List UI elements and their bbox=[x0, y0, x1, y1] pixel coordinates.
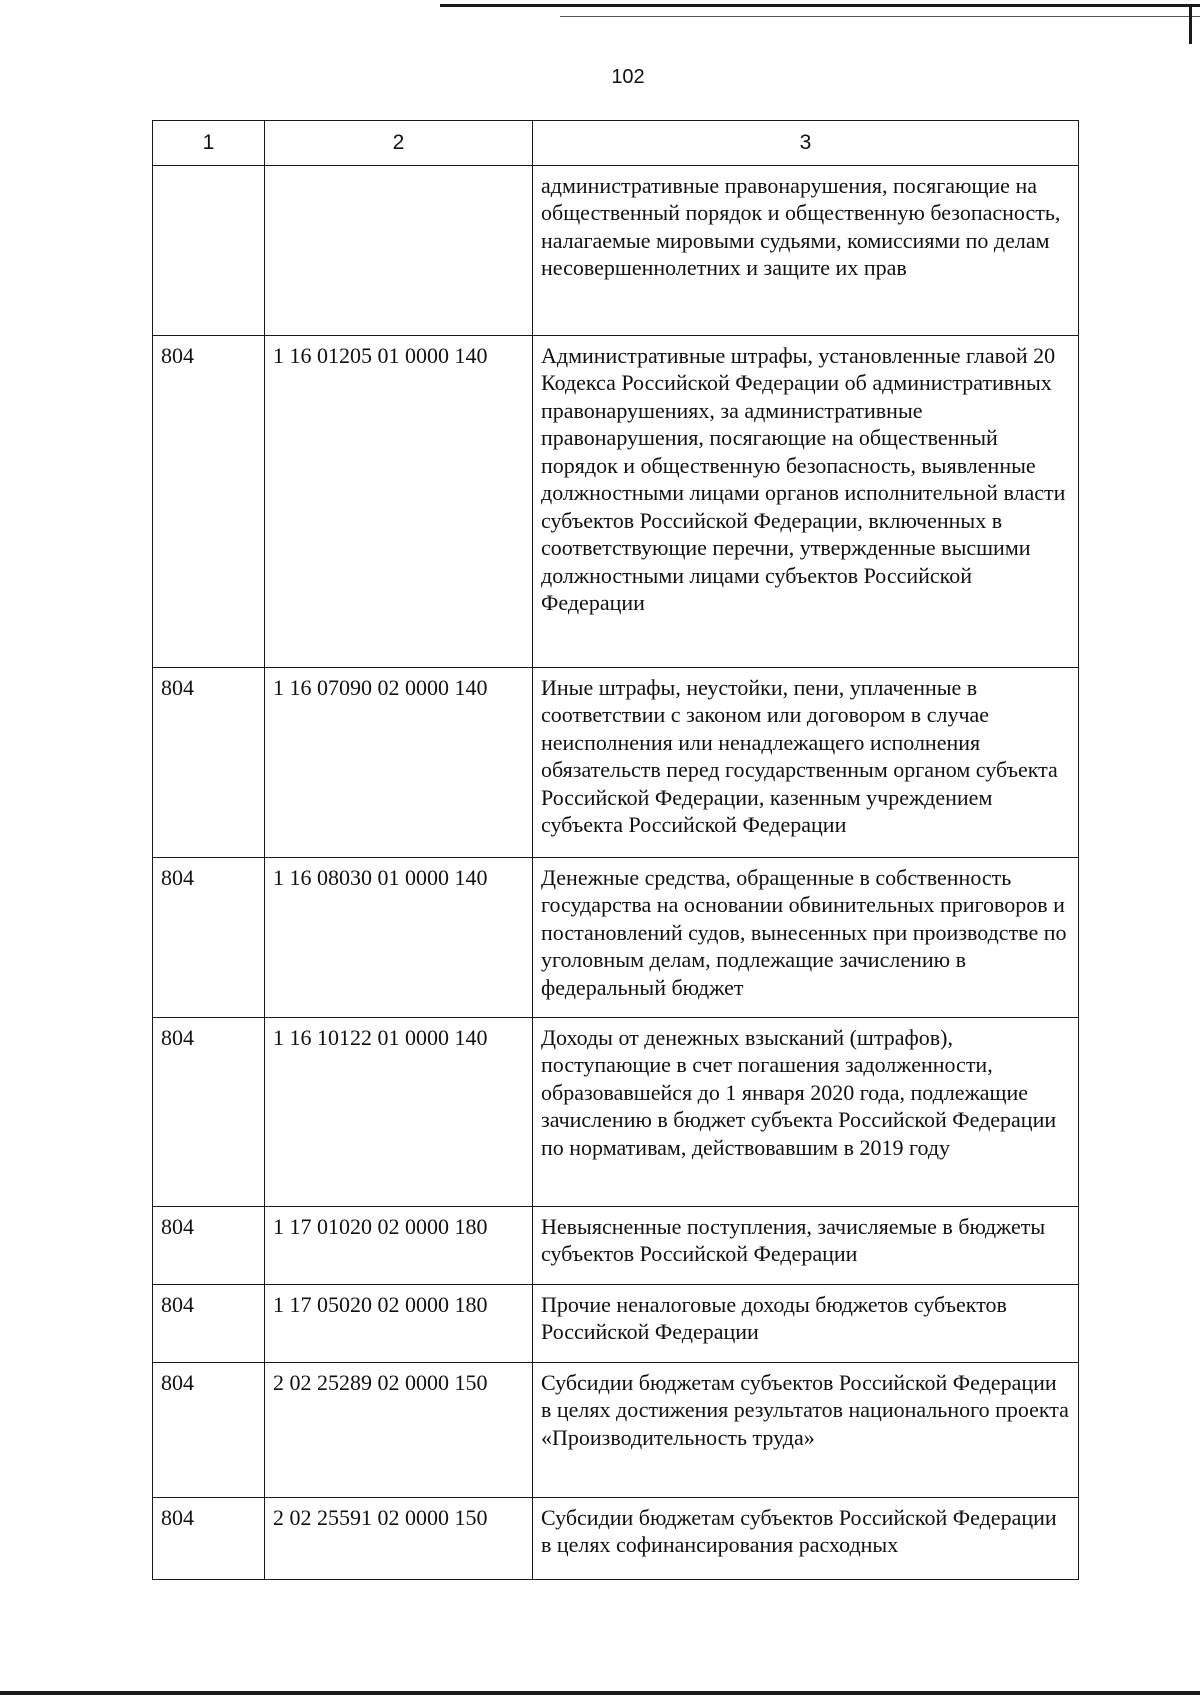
description-cell: Денежные средства, обращенные в собственность государства на основании обвинительных приговоров и постановлений судов, вынесенных при производстве по уголовным делам, подлежащие зачислению в федеральный бюджет bbox=[533, 857, 1079, 1017]
table-row bbox=[153, 165, 1079, 335]
description-cell: Прочие неналоговые доходы бюджетов субъектов Российской Федерации bbox=[533, 1284, 1079, 1362]
description-cell: Субсидии бюджетам субъектов Российской Федерации в целях достижения результатов национального проекта «Производительность труда» bbox=[533, 1362, 1079, 1497]
admin-code-cell: 804 bbox=[153, 1284, 265, 1362]
scan-edge-line bbox=[560, 16, 1200, 17]
description-cell: Субсидии бюджетам субъектов Российской Федерации в целях софинансирования расходных bbox=[533, 1497, 1079, 1579]
table-row bbox=[153, 667, 1079, 857]
admin-code-cell: 804 bbox=[153, 857, 265, 1017]
scan-edge-line bbox=[1189, 4, 1192, 44]
budget-codes-table bbox=[152, 120, 1079, 1580]
admin-code-cell bbox=[153, 165, 265, 335]
table-row bbox=[153, 1017, 1079, 1206]
budget-code-cell: 1 16 07090 02 0000 140 bbox=[265, 667, 533, 857]
table-row bbox=[153, 335, 1079, 667]
description-cell: административные правонарушения, посягающие на общественный порядок и общественную безопасность, налагаемые мировыми судьями, комиссиями по делам несовершеннолетних и защите их прав bbox=[533, 165, 1079, 335]
description-cell: Административные штрафы, установленные главой 20 Кодекса Российской Федерации об административных правонарушениях, за административные правонарушения, посягающие на общественный порядок и общественную безопасность, выявленные должностными лицами органов исполнительной власти субъектов Российской Федерации, включенных в соответствующие перечни, утвержденные высшими должностными лицами субъектов Российской Федерации bbox=[533, 335, 1079, 667]
column-header: 1 bbox=[153, 121, 265, 166]
table-row bbox=[153, 1284, 1079, 1362]
scan-edge-line bbox=[0, 1691, 1200, 1695]
budget-code-cell: 2 02 25289 02 0000 150 bbox=[265, 1362, 533, 1497]
scan-edge-line bbox=[440, 4, 1200, 7]
table-row bbox=[153, 857, 1079, 1017]
admin-code-cell: 804 bbox=[153, 1017, 265, 1206]
admin-code-cell: 804 bbox=[153, 667, 265, 857]
table-row bbox=[153, 1497, 1079, 1579]
budget-code-cell: 1 16 10122 01 0000 140 bbox=[265, 1017, 533, 1206]
budget-code-cell: 1 17 05020 02 0000 180 bbox=[265, 1284, 533, 1362]
column-header: 2 bbox=[265, 121, 533, 166]
admin-code-cell: 804 bbox=[153, 1206, 265, 1284]
table-row bbox=[153, 1206, 1079, 1284]
description-cell: Невыясненные поступления, зачисляемые в бюджеты субъектов Российской Федерации bbox=[533, 1206, 1079, 1284]
admin-code-cell: 804 bbox=[153, 335, 265, 667]
description-cell: Доходы от денежных взысканий (штрафов), поступающие в счет погашения задолженности, образовавшейся до 1 января 2020 года, подлежащие зачислению в бюджет субъекта Российской Федерации по нормативам, действовавшим в 2019 году bbox=[533, 1017, 1079, 1206]
admin-code-cell: 804 bbox=[153, 1497, 265, 1579]
budget-code-cell: 1 17 01020 02 0000 180 bbox=[265, 1206, 533, 1284]
table-header-row bbox=[153, 121, 1079, 166]
budget-code-cell: 1 16 08030 01 0000 140 bbox=[265, 857, 533, 1017]
budget-code-cell: 1 16 01205 01 0000 140 bbox=[265, 335, 533, 667]
budget-code-cell bbox=[265, 165, 533, 335]
table-row bbox=[153, 1362, 1079, 1497]
budget-code-cell: 2 02 25591 02 0000 150 bbox=[265, 1497, 533, 1579]
admin-code-cell: 804 bbox=[153, 1362, 265, 1497]
page-number: 102 bbox=[611, 66, 645, 88]
description-cell: Иные штрафы, неустойки, пени, уплаченные в соответствии с законом или договором в случае неисполнения или ненадлежащего исполнения обязательств перед государственным органом субъекта Российской Федерации, казенным учреждением субъекта Российской Федерации bbox=[533, 667, 1079, 857]
column-header: 3 bbox=[533, 121, 1079, 166]
